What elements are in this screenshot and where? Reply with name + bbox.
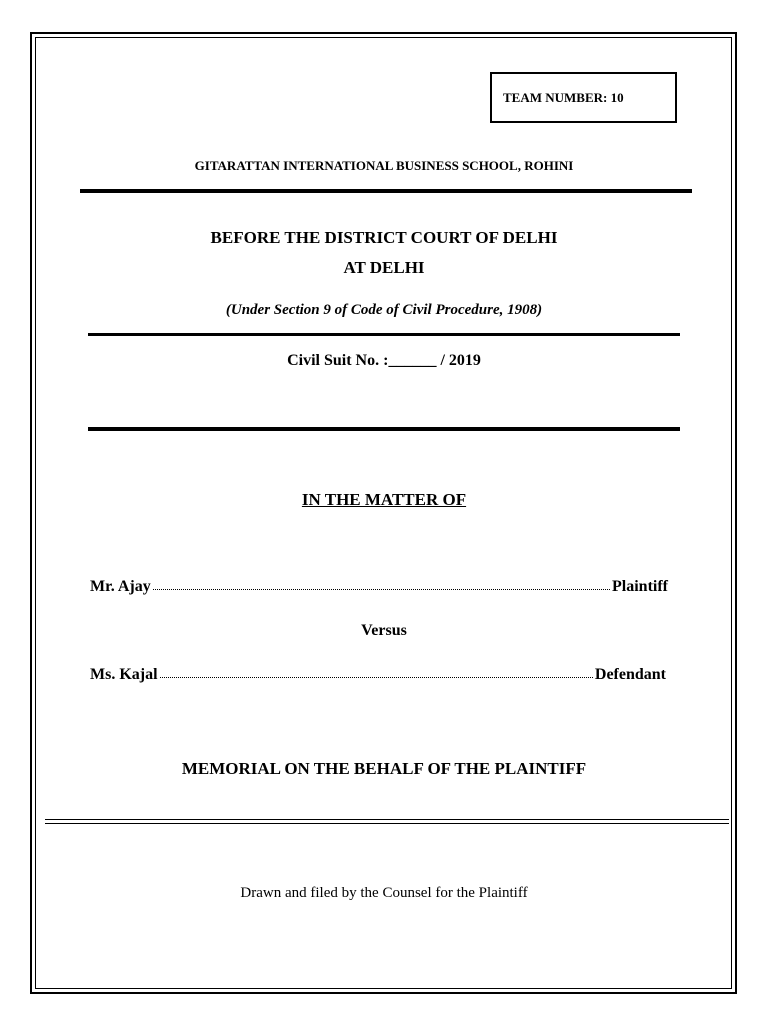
plaintiff-row (90, 578, 668, 596)
team-number-label: TEAM NUMBER: 10 (503, 89, 624, 105)
section-reference: (Under Section 9 of Code of Civil Procedure, 1908) (225, 302, 543, 318)
defendant-role: Defendant (594, 666, 666, 683)
divider-top (80, 189, 692, 193)
counsel-note: Drawn and filed by the Counsel for the Plaintiff (240, 885, 528, 901)
court-location: AT DELHI (343, 258, 425, 277)
page-border-inner (35, 37, 732, 989)
civil-suit-number: Civil Suit No. :______ / 2019 (287, 352, 481, 369)
divider-middle (88, 333, 680, 336)
versus-label: Versus (361, 622, 407, 639)
double-divider-bottom-line (45, 823, 729, 824)
defendant-name: Ms. Kajal (90, 666, 158, 683)
matter-heading-text: IN THE MATTER OF (301, 490, 467, 509)
dotted-leader (153, 588, 610, 590)
plaintiff-name: Mr. Ajay (90, 578, 151, 595)
memorial-title: MEMORIAL ON THE BEHALF OF THE PLAINTIFF (181, 759, 587, 778)
school-name: GITARATTAN INTERNATIONAL BUSINESS SCHOOL, ROHINI (194, 158, 574, 173)
court-title: BEFORE THE DISTRICT COURT OF DELHI (210, 228, 558, 247)
team-number-box (490, 72, 677, 123)
matter-heading (0, 490, 768, 510)
double-divider-top-line (45, 819, 729, 820)
divider-lower (88, 427, 680, 431)
dotted-leader (160, 676, 593, 678)
plaintiff-role: Plaintiff (612, 578, 668, 595)
defendant-row (90, 666, 666, 684)
